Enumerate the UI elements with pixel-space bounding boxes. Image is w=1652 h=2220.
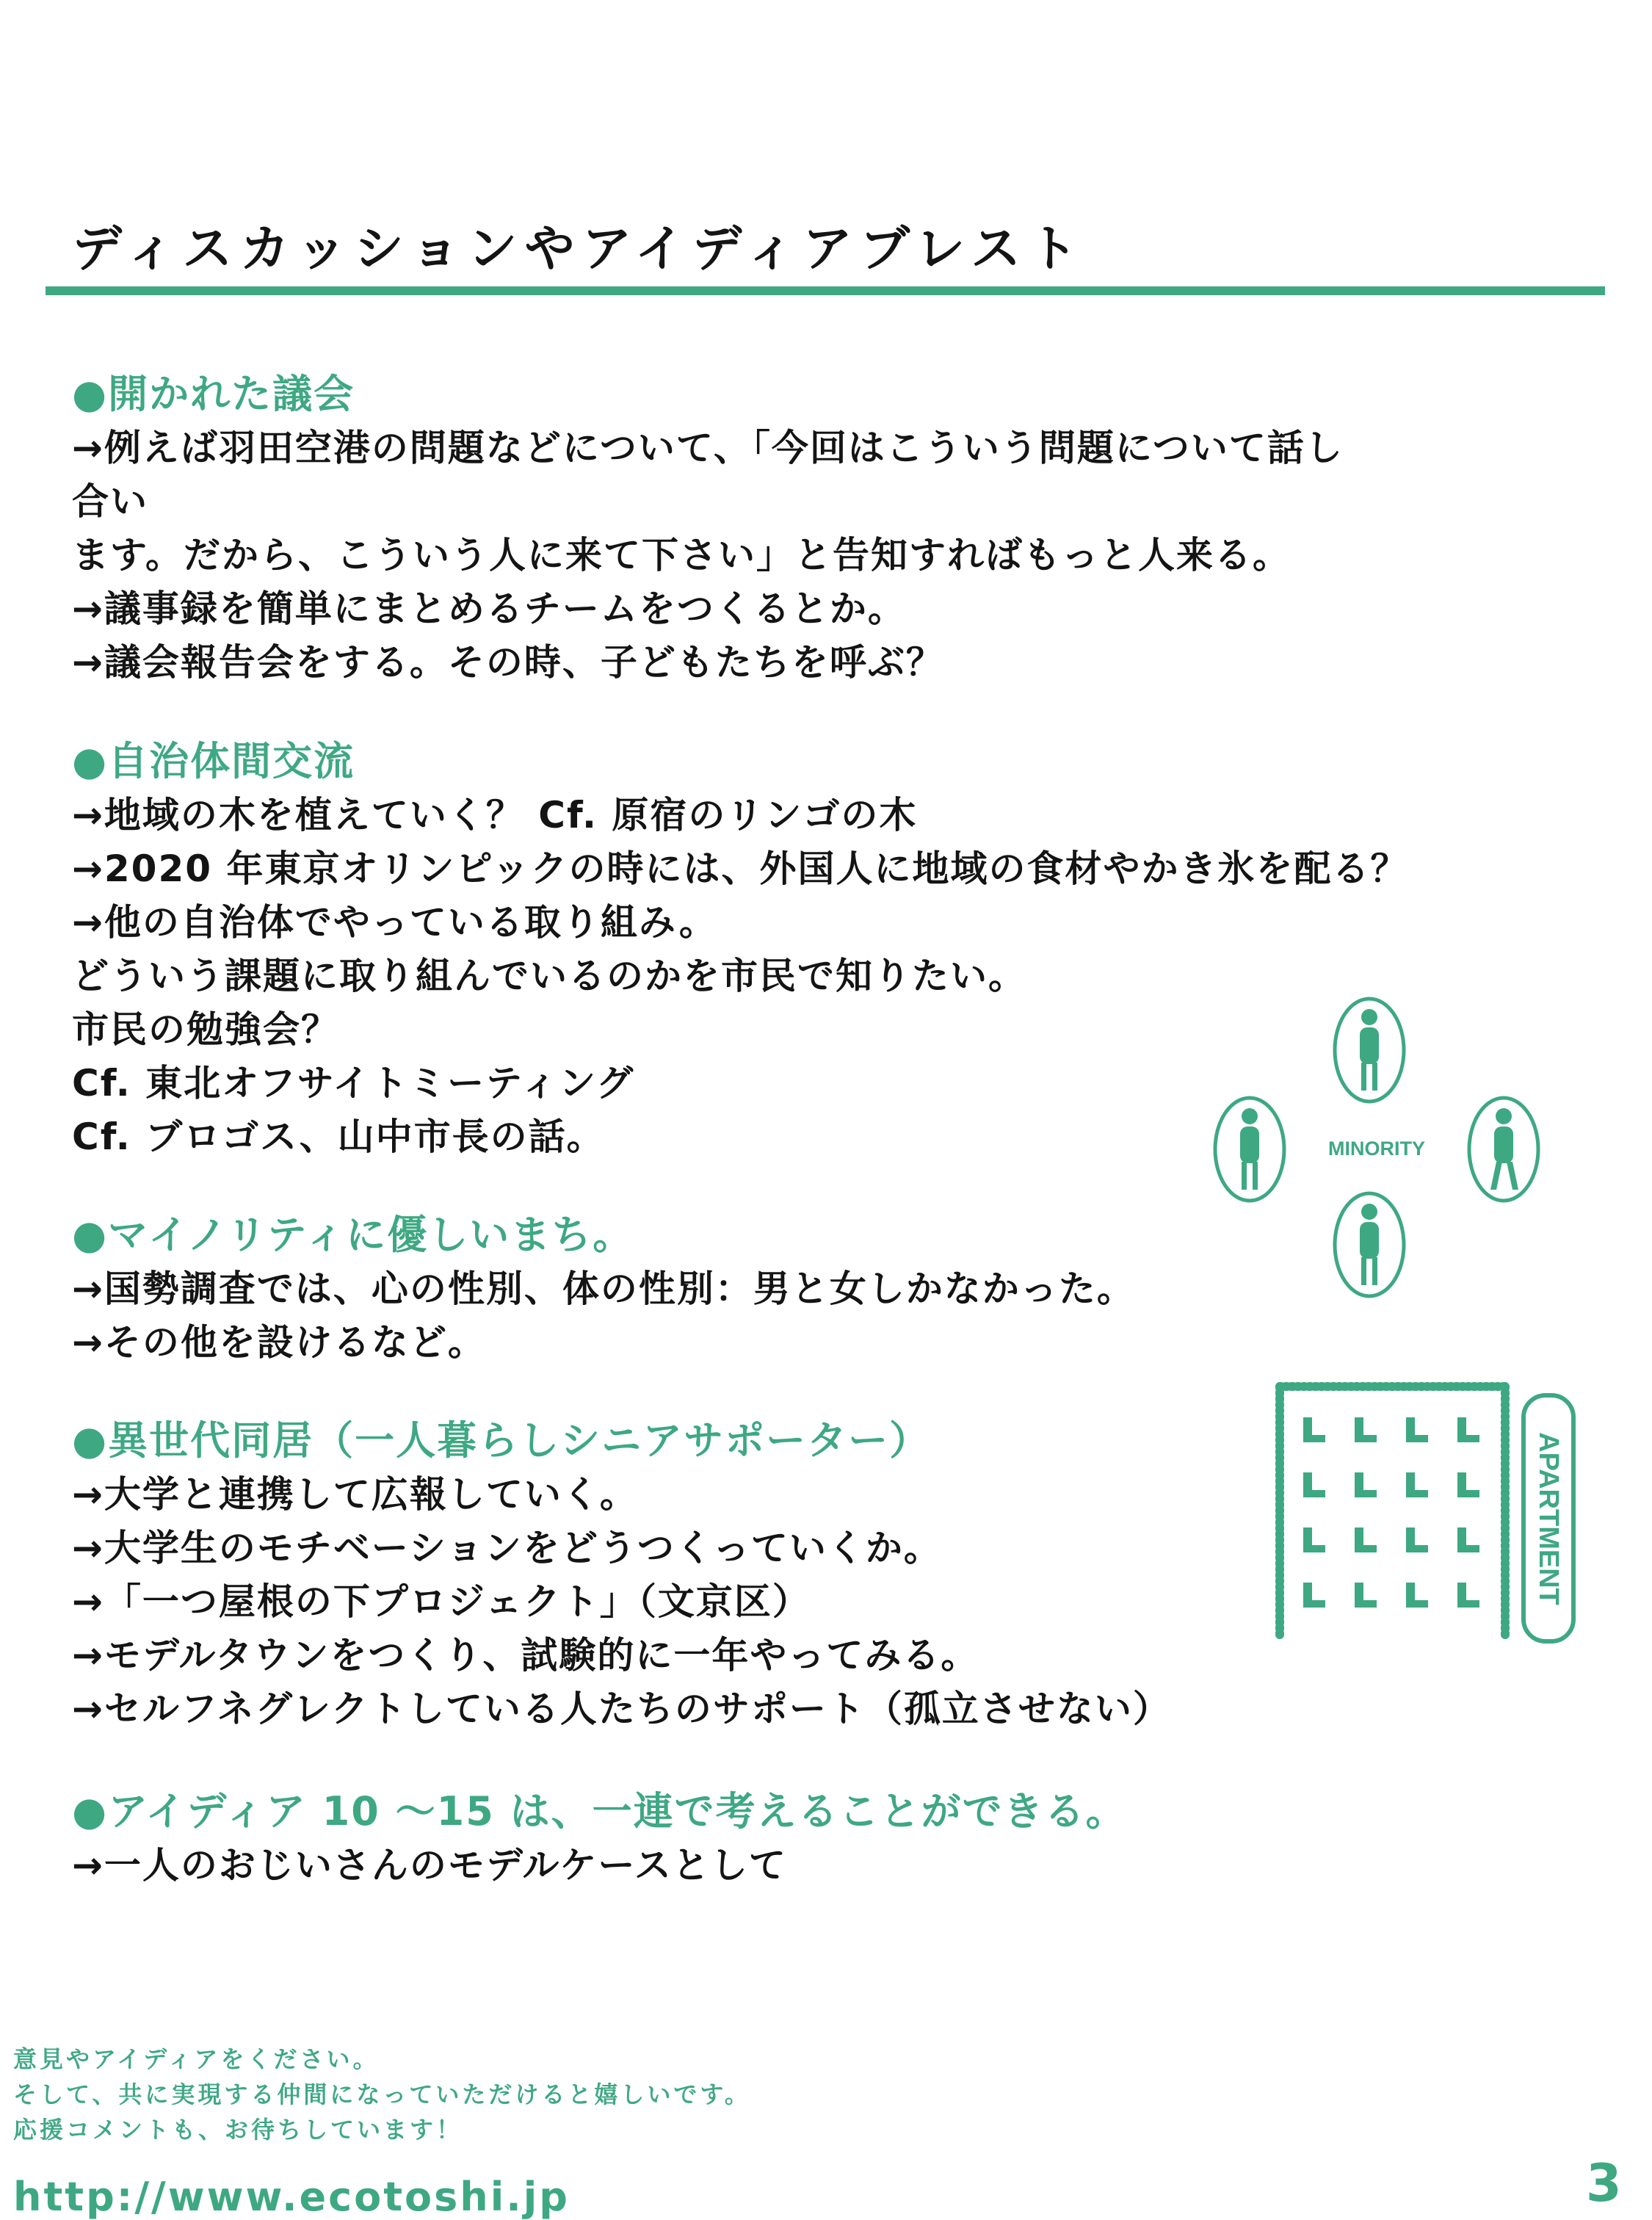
apartment-illustration [1274, 1381, 1582, 1645]
section-line: ます。だから、こういう人に来て下さい」と告知すればもっと人来る。 [72, 534, 1291, 576]
section-line: 市民の勉強会？ [72, 1008, 339, 1051]
title-underline [46, 286, 1605, 295]
footer-message [13, 2042, 751, 2147]
section-heading: ●開かれた議会 [72, 371, 355, 417]
section-heading: ●アイディア 10 〜15 は、一連で考えることができる。 [72, 1788, 1127, 1834]
section-line: どういう課題に取り組んでいるのかを市民で知りたい。 [72, 955, 1026, 997]
section-line: →一人のおじいさんのモデルケースとして [72, 1844, 787, 1887]
section-line: 合い [72, 480, 148, 523]
footer-line: そして、共に実現する仲間になっていただけると嬉しいです。 [13, 2080, 751, 2108]
minority-label: MINORITY [1328, 1138, 1425, 1160]
website-link[interactable]: http://www.ecotoshi.jp [13, 2174, 570, 2220]
section-municipal-exchange [72, 734, 1408, 1164]
section-intergenerational [72, 1414, 1171, 1736]
section-line: →大学生のモチベーションをどうつくっていくか。 [72, 1527, 942, 1569]
section-line: →2020 年東京オリンピックの時には、外国人に地域の食材やかき氷を配る？ [72, 847, 1409, 890]
section-minority-friendly [72, 1208, 1135, 1370]
section-line: →国勢調査では、心の性別、体の性別：男と女しかなかった。 [72, 1268, 1135, 1310]
apartment-label: APARTMENT [1533, 1432, 1564, 1605]
section-ideas-series [72, 1785, 1127, 1892]
section-line: →議会報告会をする。その時、子どもたちを呼ぶ？ [72, 641, 944, 684]
section-line: →他の自治体でやっている取り組み。 [72, 901, 717, 944]
section-heading: ●マイノリティに優しいまち。 [72, 1212, 634, 1258]
footer-line: 意見やアイディアをください。 [13, 2045, 380, 2073]
section-line: →地域の木を植えていく？ Cf. 原宿のリンゴの木 [72, 794, 918, 836]
page-title: ディスカッションやアイディアブレスト [72, 220, 1086, 278]
minority-illustration [1211, 995, 1557, 1311]
section-line: →モデルタウンをつくり、試験的に一年やってみる。 [72, 1634, 979, 1677]
section-line: →議事録を簡単にまとめるチームをつくるとか。 [72, 587, 906, 630]
section-line: →セルフネグレクトしている人たちのサポート（孤立させない） [72, 1688, 1171, 1730]
section-line: →例えば羽田空港の問題などについて、「今回はこういう問題について話し [72, 427, 1344, 469]
page-number: 3 [1586, 2153, 1622, 2213]
section-line: →その他を設けるなど。 [72, 1321, 486, 1364]
section-heading: ●自治体間交流 [72, 738, 355, 784]
section-line: Cf. ブロゴス、山中市長の話。 [72, 1116, 605, 1158]
section-line: →「一つ屋根の下プロジェクト」（文京区） [72, 1580, 811, 1623]
section-line: →大学と連携して広報していく。 [72, 1473, 638, 1516]
footer-line: 応援コメントも、お待ちしています！ [13, 2116, 463, 2144]
section-heading: ●異世代同居（一人暮らしシニアサポーター） [72, 1417, 931, 1464]
section-open-assembly [72, 367, 1344, 690]
section-line: Cf. 東北オフサイトミーティング [72, 1062, 635, 1104]
